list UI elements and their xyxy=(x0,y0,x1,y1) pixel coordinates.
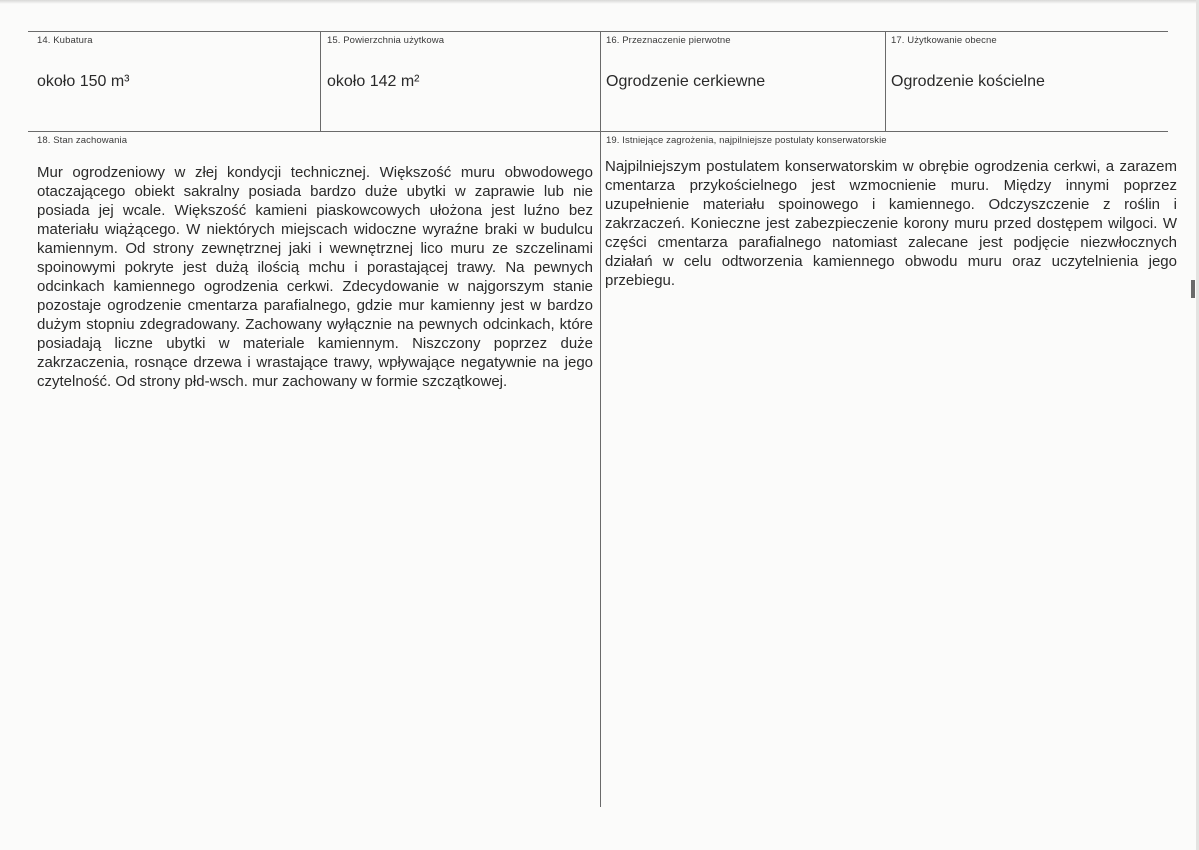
sheet-top-edge xyxy=(0,0,1199,4)
kubatura-value: około 150 m³ xyxy=(37,73,130,90)
uzytkowanie-label: 17. Użytkowanie obecne xyxy=(891,35,997,46)
przeznaczenie-value: Ogrodzenie cerkiewne xyxy=(606,73,766,90)
column-divider-3 xyxy=(885,31,886,131)
przeznaczenie-label: 16. Przeznaczenie pierwotne xyxy=(606,35,731,46)
uzytkowanie-value: Ogrodzenie kościelne xyxy=(891,73,1045,90)
stan-text: Mur ogrodzeniowy w złej kondycji technicznej. Większość muru obwodowego otaczającego obiekt sakralny posiada bardzo duże ubytki w zaprawie lub nie posiada jej wcale. Większość kamieni piaskowcowych ułożona jest luźno bez materiału wiążącego. W niektórych miejscach widoczne wyraźne braki w budulcu kamiennym. Od strony zewnętrznej jaki i wewnętrznej lico muru ze szczelinami spoinowymi pokryte jest dużą ilością mchu i porastającej trawy. Na pewnych odcinkach kamiennego ogrodzenia cerkwi. Zdecydowanie w najgorszym stanie pozostaje ogrodzenie cmentarza parafialnego, gdzie mur kamienny jest w bardzo dużym stopniu zdegradowany. Zachowany wyłącznie na pewnych odcinkach, które posiadają liczne ubytki w materiale kamiennym. Niszczony poprzez duże zakrzaczenia, rosnące drzewa i wrastające trawy, wpływające negatywnie na jego czytelność. Od strony płd-wsch. mur zachowany w formie szczątkowej. xyxy=(37,164,593,390)
kubatura-label: 14. Kubatura xyxy=(37,35,93,46)
stan-label: 18. Stan zachowania xyxy=(37,135,128,146)
powierzchnia-value: około 142 m² xyxy=(327,73,420,90)
column-divider-1 xyxy=(320,31,321,131)
powierzchnia-label: 15. Powierzchnia użytkowa xyxy=(327,35,445,46)
zagrozenia-label: 19. Istniejące zagrożenia, najpilniejsze postulaty konserwatorskie xyxy=(606,135,887,146)
column-divider-2 xyxy=(600,31,601,807)
table-top-border xyxy=(28,31,1168,32)
row-divider xyxy=(28,131,1168,132)
zagrozenia-text: Najpilniejszym postulatem konserwatorskim w obrębie ogrodzenia cerkwi, a zarazem cmentarza przykościelnego jest wzmocnienie muru. Między innymi poprzez uzupełnienie materiału spoinowego i kamiennego. Odczyszczenie z roślin i zakrzaczeń. Konieczne jest zabezpieczenie korony muru przed dostępem wilgoci. W części cmentarza parafialnego natomiast zalecane jest podjęcie niezwłocznych działań w celu odtworzenia kamiennego obwodu muru oraz uczytelnienia jego przebiegu. xyxy=(605,158,1177,289)
edge-mark xyxy=(1191,280,1195,298)
